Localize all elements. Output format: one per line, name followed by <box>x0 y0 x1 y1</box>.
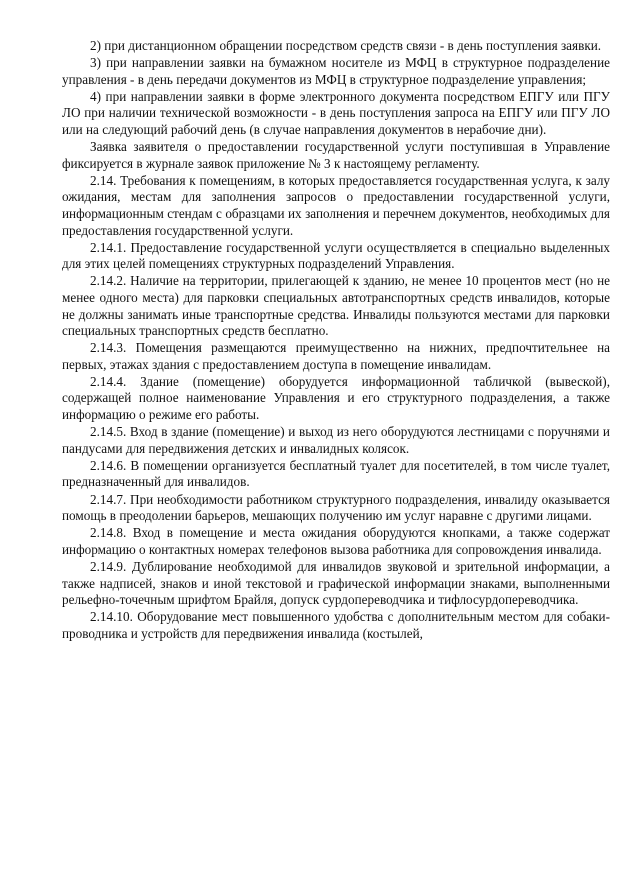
paragraph: 2.14.9. Дублирование необходимой для инвалидов звуковой и зрительной информации, а также надписей, знаков и иной текстовой и графической информации знаками, выполненными рельефно-точечным шрифтом Брайля, допуск сурдопереводчика и тифлосурдопереводчика. <box>62 558 610 608</box>
section-2-14-heading: 2.14. Требования к помещениям, в которых предоставляется государственная услуга, к залу ожидания, местам для заполнения запросов о предоставлении государственной услуги, информационным стендам с образцами их заполнения и перечнем документов, необходимых для предоставления государственной услуги. <box>62 172 610 238</box>
paragraph: 2) при дистанционном обращении посредством средств связи - в день поступления заявки. <box>90 38 602 53</box>
paragraph: Заявка заявителя о предоставлении государственной услуги поступившая в Управление фиксируется в журнале заявок приложение № 3 к настоящему регламенту. <box>62 139 610 171</box>
paragraph: 2.14.7. При необходимости работником структурного подразделения, инвалиду оказывается помощь в преодолении барьеров, мешающих получению им услуг наравне с другими лицами. <box>62 491 610 524</box>
paragraph: 2.14.2. Наличие на территории, прилегающей к зданию, не менее 10 процентов мест (но не менее одного места) для парковки специальных автотранспортных средств инвалидов, которые не должны занимать иные транспортные средства. Инвалиды пользуются местами для парковки специальных транспортных средств бесплатно. <box>62 273 610 339</box>
paragraph: 2.14.8. Вход в помещение и места ожидания оборудуются кнопками, а также содержат информацию о контактных номерах телефонов вызова работника для сопровождения инвалида. <box>62 525 610 557</box>
paragraph: 2.14.5. Вход в здание (помещение) и выход из него оборудуются лестницами с поручнями и пандусами для передвижения детских и инвалидных колясок. <box>62 424 610 456</box>
paragraph: 2.14.6. В помещении организуется бесплатный туалет для посетителей, в том числе туалет, предназначенный для инвалидов. <box>62 457 610 490</box>
paragraph: 2.14.10. Оборудование мест повышенного удобства с дополнительным местом для собаки-проводника и устройств для передвижения инвалида (костылей, <box>62 609 610 641</box>
paragraph: 4) при направлении заявки в форме электронного документа посредством ЕПГУ или ПГУ ЛО при наличии технической возможности - в день поступления запроса на ЕПГУ или ПГУ ЛО или на следующий рабочий день (в случае направления документов в нерабочие дни). <box>62 88 610 137</box>
paragraph: 3) при направлении заявки на бумажном носителе из МФЦ в структурное подразделение управления - в день передачи документов из МФЦ в структурное подразделение управления; <box>62 55 610 87</box>
paragraph: 2.14.3. Помещения размещаются преимущественно на нижних, предпочтительнее на первых, этажах здания с предоставлением доступа в помещение инвалидам. <box>62 340 610 372</box>
paragraph: 2.14.4. Здание (помещение) оборудуется информационной табличкой (вывеской), содержащей полное наименование Управления и его структурного подразделения, а также информацию о режиме его работы. <box>62 373 610 423</box>
paragraph: 2.14.1. Предоставление государственной услуги осуществляется в специально выделенных для этих целей помещениях структурных подразделений Управления. <box>62 239 610 272</box>
document-body <box>62 38 610 643</box>
